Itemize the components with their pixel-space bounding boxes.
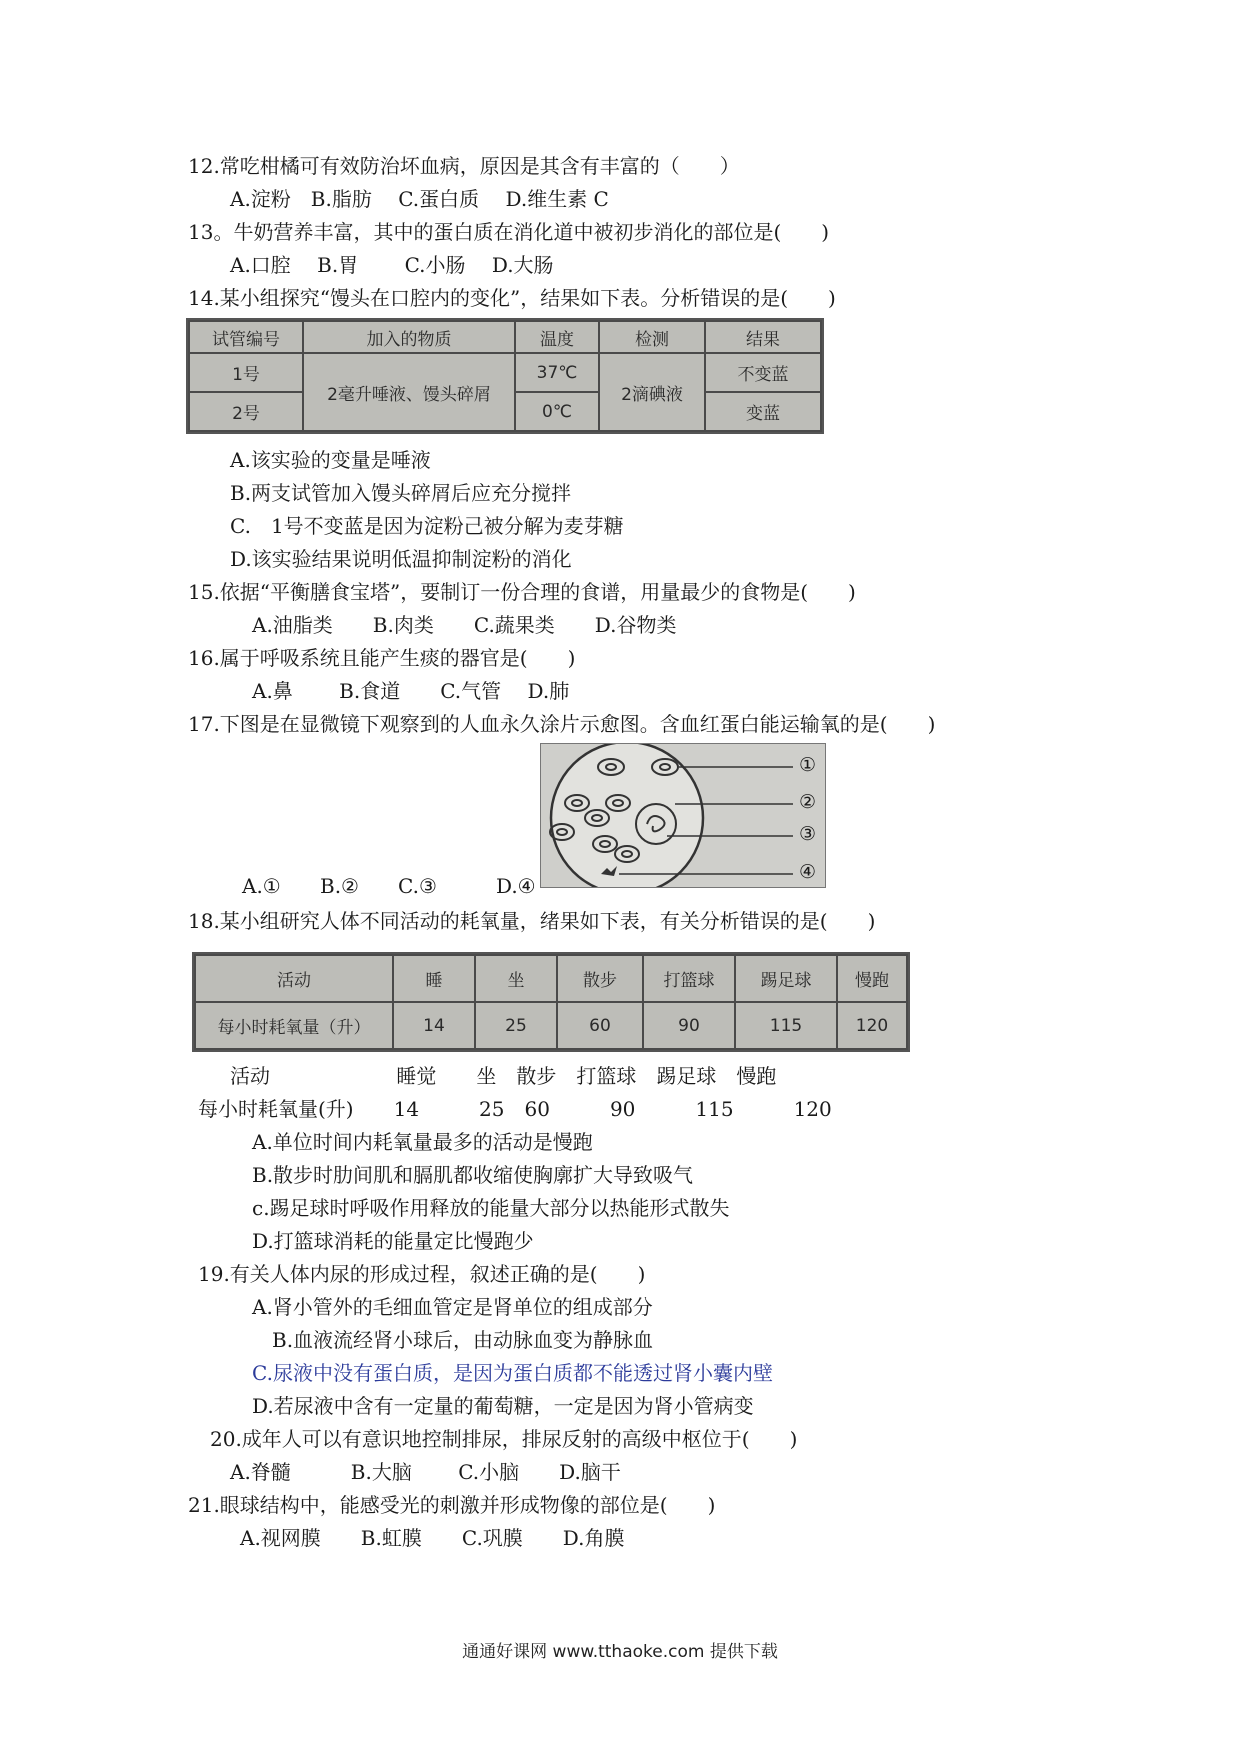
q18-v-sit: 25 [475, 1002, 557, 1049]
q21-options: A.视网膜 B.虹膜 C.巩膜 D.角膜 [240, 1526, 625, 1550]
q18-option-c: c.踢足球时呼吸作用释放的能量大部分以热能形式散失 [252, 1196, 730, 1220]
q18-h-activity: 活动 [195, 955, 393, 1002]
q17-option-d: D.④ [496, 874, 536, 898]
q13-options: A.口腔 B.胃 C.小肠 D.大肠 [230, 253, 554, 277]
q18-v-label: 每小时耗氧量（升） [195, 1002, 393, 1049]
q16-stem: 16.属于呼吸系统且能产生痰的器官是( ) [188, 646, 576, 670]
page-footer: 通通好课网 www.tthaoke.com 提供下载 [462, 1642, 778, 1662]
q18-v-sleep: 14 [393, 1002, 475, 1049]
q17-option-a: A.① [242, 874, 281, 898]
q14-detect: 2滴碘液 [599, 353, 705, 431]
q14-tube1: 1号 [189, 353, 303, 392]
q18-v-basketball: 90 [643, 1002, 735, 1049]
q21-stem: 21.眼球结构中，能感受光的刺激并形成物像的部位是( ) [188, 1493, 716, 1517]
label-1: ① [799, 754, 817, 776]
q14-option-d: D.该实验结果说明低温抑制淀粉的消化 [230, 547, 572, 571]
q14-header-substance: 加入的物质 [303, 321, 515, 353]
q15-stem: 15.依据“平衡膳食宝塔”，要制订一份合理的食谱，用量最少的食物是( ) [188, 580, 856, 604]
q17-stem: 17.下图是在显微镜下观察到的人血永久涂片示愈图。含血红蛋白能运输氧的是( ) [188, 712, 936, 736]
q18-h-football: 踢足球 [735, 955, 837, 1002]
blood-smear-diagram [540, 743, 826, 888]
q19-option-b: B.血液流经肾小球后，由动脉血变为静脉血 [272, 1328, 654, 1352]
q14-table [186, 318, 824, 434]
q18-h-sleep: 睡 [393, 955, 475, 1002]
q14-temp2: 0℃ [515, 392, 599, 431]
label-4: ④ [799, 861, 817, 883]
q16-options: A.鼻 B.食道 C.气管 D.肺 [252, 679, 570, 703]
q18-table [192, 952, 910, 1052]
q18-h-sit: 坐 [475, 955, 557, 1002]
q14-header-temp: 温度 [515, 321, 599, 353]
label-3: ③ [799, 823, 817, 845]
q20-options: A.脊髓 B.大脑 C.小脑 D.脑干 [230, 1460, 621, 1484]
q14-option-c: C. 1号不变蓝是因为淀粉己被分解为麦芽糖 [230, 514, 624, 538]
q19-option-d: D.若尿液中含有一定量的葡萄糖，一定是因为肾小管病变 [252, 1394, 754, 1418]
q14-header-detect: 检测 [599, 321, 705, 353]
q12-stem: 12.常吃柑橘可有效防治坏血病，原因是其含有丰富的（ ） [188, 154, 740, 178]
q18-v-walk: 60 [557, 1002, 643, 1049]
q18-option-d: D.打篮球消耗的能量定比慢跑少 [252, 1229, 534, 1253]
q15-options: A.油脂类 B.肉类 C.蔬果类 D.谷物类 [252, 613, 677, 637]
q18-stem: 18.某小组研究人体不同活动的耗氧量，绪果如下表，有关分析错误的是( ) [188, 909, 876, 933]
q18-h-basketball: 打篮球 [643, 955, 735, 1002]
label-2: ② [799, 791, 817, 813]
q12-options: A.淀粉 B.脂肪 C.蛋白质 D.维生素 C [230, 187, 609, 211]
q19-option-a: A.肾小管外的毛细血管定是肾单位的组成部分 [252, 1295, 653, 1319]
q18-text-row-oxygen: 每小时耗氧量(升) 14 25 60 90 115 120 [198, 1097, 832, 1121]
q14-option-b: B.两支试管加入馒头碎屑后应充分搅拌 [230, 481, 572, 505]
q17-option-b: B.② [320, 874, 359, 898]
q14-header-result: 结果 [705, 321, 821, 353]
q18-v-jog: 120 [837, 1002, 907, 1049]
q18-option-a: A.单位时间内耗氧量最多的活动是慢跑 [252, 1130, 593, 1154]
q14-tube2: 2号 [189, 392, 303, 431]
blood-smear-svg [541, 744, 825, 887]
q19-option-c: C.尿液中没有蛋白质，是因为蛋白质都不能透过肾小囊内壁 [252, 1361, 773, 1385]
q14-header-tube: 试管编号 [189, 321, 303, 353]
q14-stem: 14.某小组探究“馒头在口腔内的变化”，结果如下表。分析错误的是( ) [188, 286, 836, 310]
q19-stem: 19.有关人体内尿的形成过程，叙述正确的是( ) [198, 1262, 646, 1286]
q18-h-walk: 散步 [557, 955, 643, 1002]
q18-h-jog: 慢跑 [837, 955, 907, 1002]
q17-option-c: C.③ [398, 874, 437, 898]
q14-option-a: A.该实验的变量是唾液 [230, 448, 431, 472]
q14-result1: 不变蓝 [705, 353, 821, 392]
q13-stem: 13。牛奶营养丰富，其中的蛋白质在消化道中被初步消化的部位是( ) [188, 220, 830, 244]
q20-stem: 20.成年人可以有意识地控制排尿，排尿反射的高级中枢位于( ) [210, 1427, 798, 1451]
q14-substance: 2毫升唾液、馒头碎屑 [303, 353, 515, 431]
q14-result2: 变蓝 [705, 392, 821, 431]
q18-text-row-activity: 活动 睡觉 坐 散步 打篮球 踢足球 慢跑 [230, 1064, 777, 1088]
q18-v-football: 115 [735, 1002, 837, 1049]
q18-option-b: B.散步时肋间肌和膈肌都收缩使胸廓扩大导致吸气 [252, 1163, 694, 1187]
q14-temp1: 37℃ [515, 353, 599, 392]
